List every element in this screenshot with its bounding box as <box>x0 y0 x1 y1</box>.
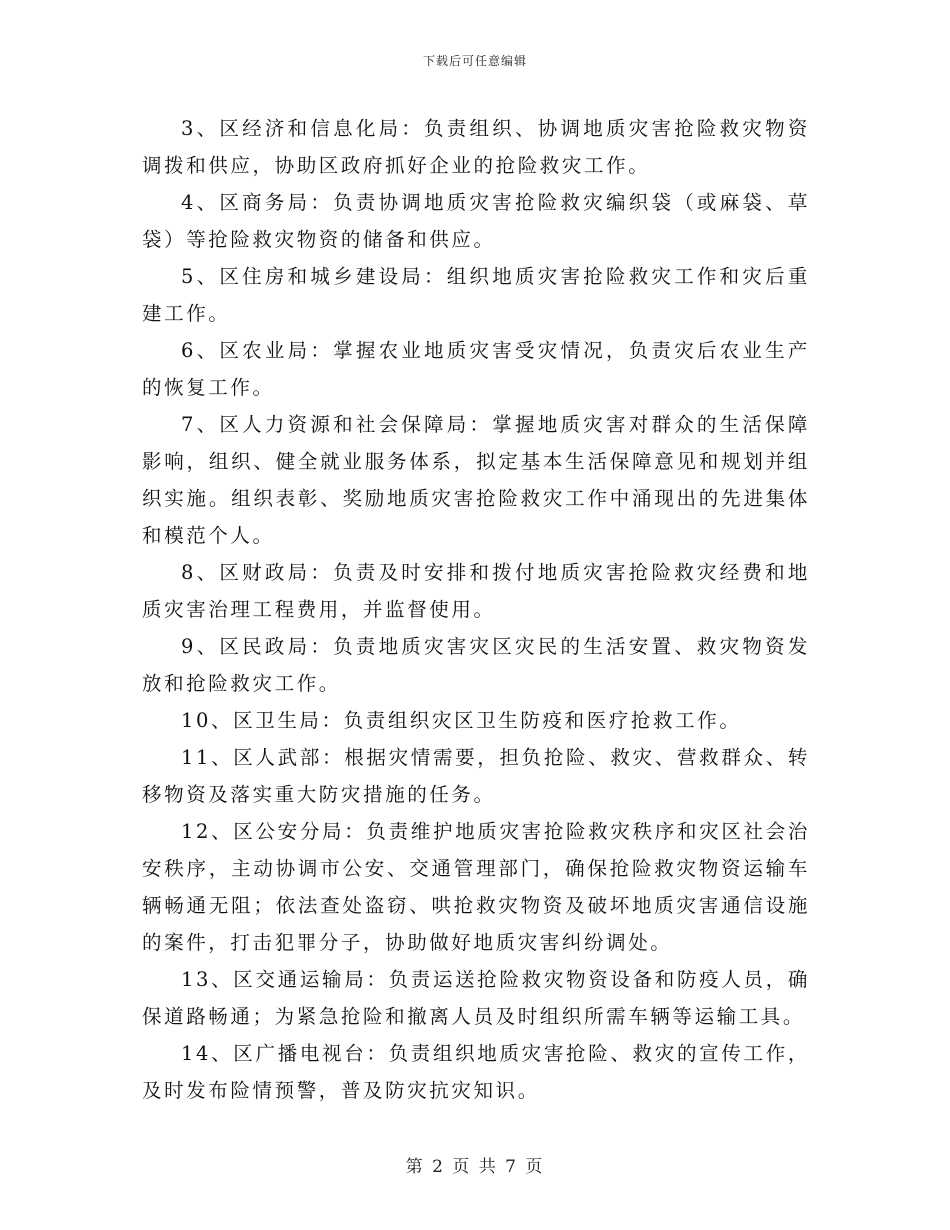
paragraph-item-11: 11、区人武部：根据灾情需要，担负抢险、救灾、营救群众、转移物资及落实重大防灾措施的任务。 <box>142 746 810 806</box>
paragraph-item-14: 14、区广播电视台：负责组织地质灾害抢险、救灾的宣传工作，及时发布险情预警，普及防灾抗灾知识。 <box>142 1042 810 1102</box>
paragraph-item-3: 3、区经济和信息化局：负责组织、协调地质灾害抢险救灾物资调拨和供应，协助区政府抓好企业的抢险救灾工作。 <box>142 117 810 177</box>
paragraph-item-6: 6、区农业局：掌握农业地质灾害受灾情况，负责灾后农业生产的恢复工作。 <box>142 339 810 399</box>
paragraph-item-9: 9、区民政局：负责地质灾害灾区灾民的生活安置、救灾物资发放和抢险救灾工作。 <box>142 635 810 695</box>
paragraph-item-7: 7、区人力资源和社会保障局：掌握地质灾害对群众的生活保障影响，组织、健全就业服务体系，拟定基本生活保障意见和规划并组织实施。组织表彰、奖励地质灾害抢险救灾工作中涌现出的先进集体和模范个人。 <box>142 413 810 547</box>
paragraph-item-5: 5、区住房和城乡建设局：组织地质灾害抢险救灾工作和灾后重建工作。 <box>142 265 810 325</box>
paragraph-item-13: 13、区交通运输局：负责运送抢险救灾物资设备和防疫人员，确保道路畅通；为紧急抢险和撤离人员及时组织所需车辆等运输工具。 <box>142 968 810 1028</box>
page-header: 下载后可任意编辑 <box>422 54 527 68</box>
page-number: 第 2 页 共 7 页 <box>405 1157 545 1177</box>
document-body <box>142 110 810 1109</box>
paragraph-item-4: 4、区商务局：负责协调地质灾害抢险救灾编织袋（或麻袋、草袋）等抢险救灾物资的储备和供应。 <box>142 191 810 251</box>
paragraph-item-8: 8、区财政局：负责及时安排和拨付地质灾害抢险救灾经费和地质灾害治理工程费用，并监督使用。 <box>142 561 810 621</box>
paragraph-item-10: 10、区卫生局：负责组织灾区卫生防疫和医疗抢救工作。 <box>181 709 742 732</box>
paragraph-item-12: 12、区公安分局：负责维护地质灾害抢险救灾秩序和灾区社会治安秩序，主动协调市公安、交通管理部门，确保抢险救灾物资运输车辆畅通无阻；依法查处盗窃、哄抢救灾物资及破坏地质灾害通信设施的案件，打击犯罪分子，协助做好地质灾害纠纷调处。 <box>142 820 810 954</box>
